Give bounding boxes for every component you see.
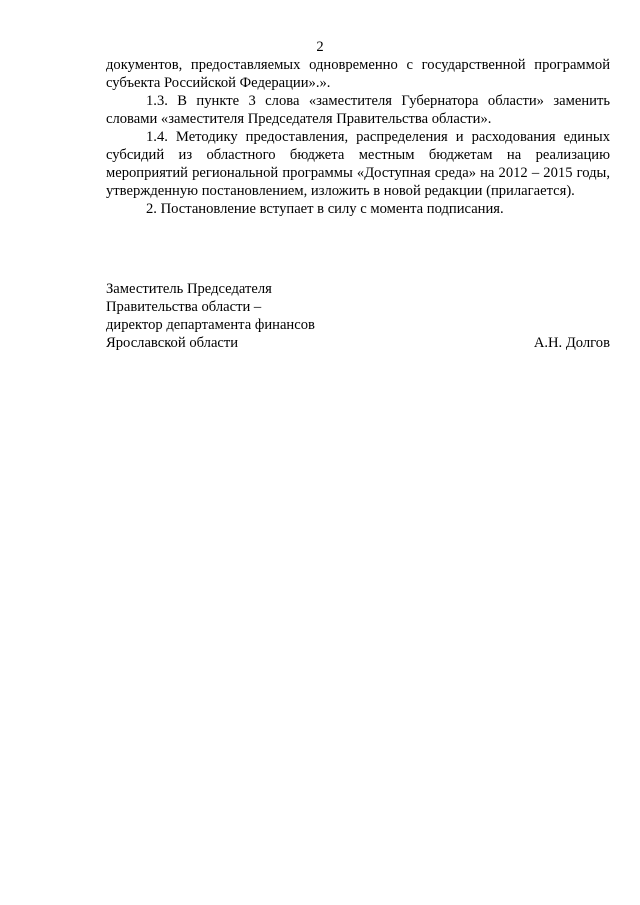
paragraph-continuation: документов, предоставляемых одновременно с государственной программой субъекта Российской Федерации».». [106,57,610,91]
signature-title-line: директор департамента финансов [106,317,315,333]
signatory-name: А.Н. Долгов [533,335,610,351]
signature-title-line: Заместитель Председателя [106,281,272,297]
signature-block [106,280,610,352]
signature-title-line: Правительства области – [106,299,262,315]
paragraph-1-4: 1.4. Методику предоставления, распределения и расходования единых субсидий из областного бюджета местным бюджетам на реализацию мероприятий региональной программы «Доступная среда» на 2012 – 2015 годы, утвержденную постановлением, изложить в новой редакции (прилагается). [106,129,610,199]
signature-title-line: Ярославской области [106,335,239,351]
page-number: 2 [316,39,324,55]
signature-name-row [106,334,610,352]
document-body [106,56,610,218]
paragraph-2: 2. Постановление вступает в силу с момента подписания. [146,201,504,217]
paragraph-1-3: 1.3. В пункте 3 слова «заместителя Губернатора области» заменить словами «заместителя Председателя Правительства области». [106,93,610,127]
